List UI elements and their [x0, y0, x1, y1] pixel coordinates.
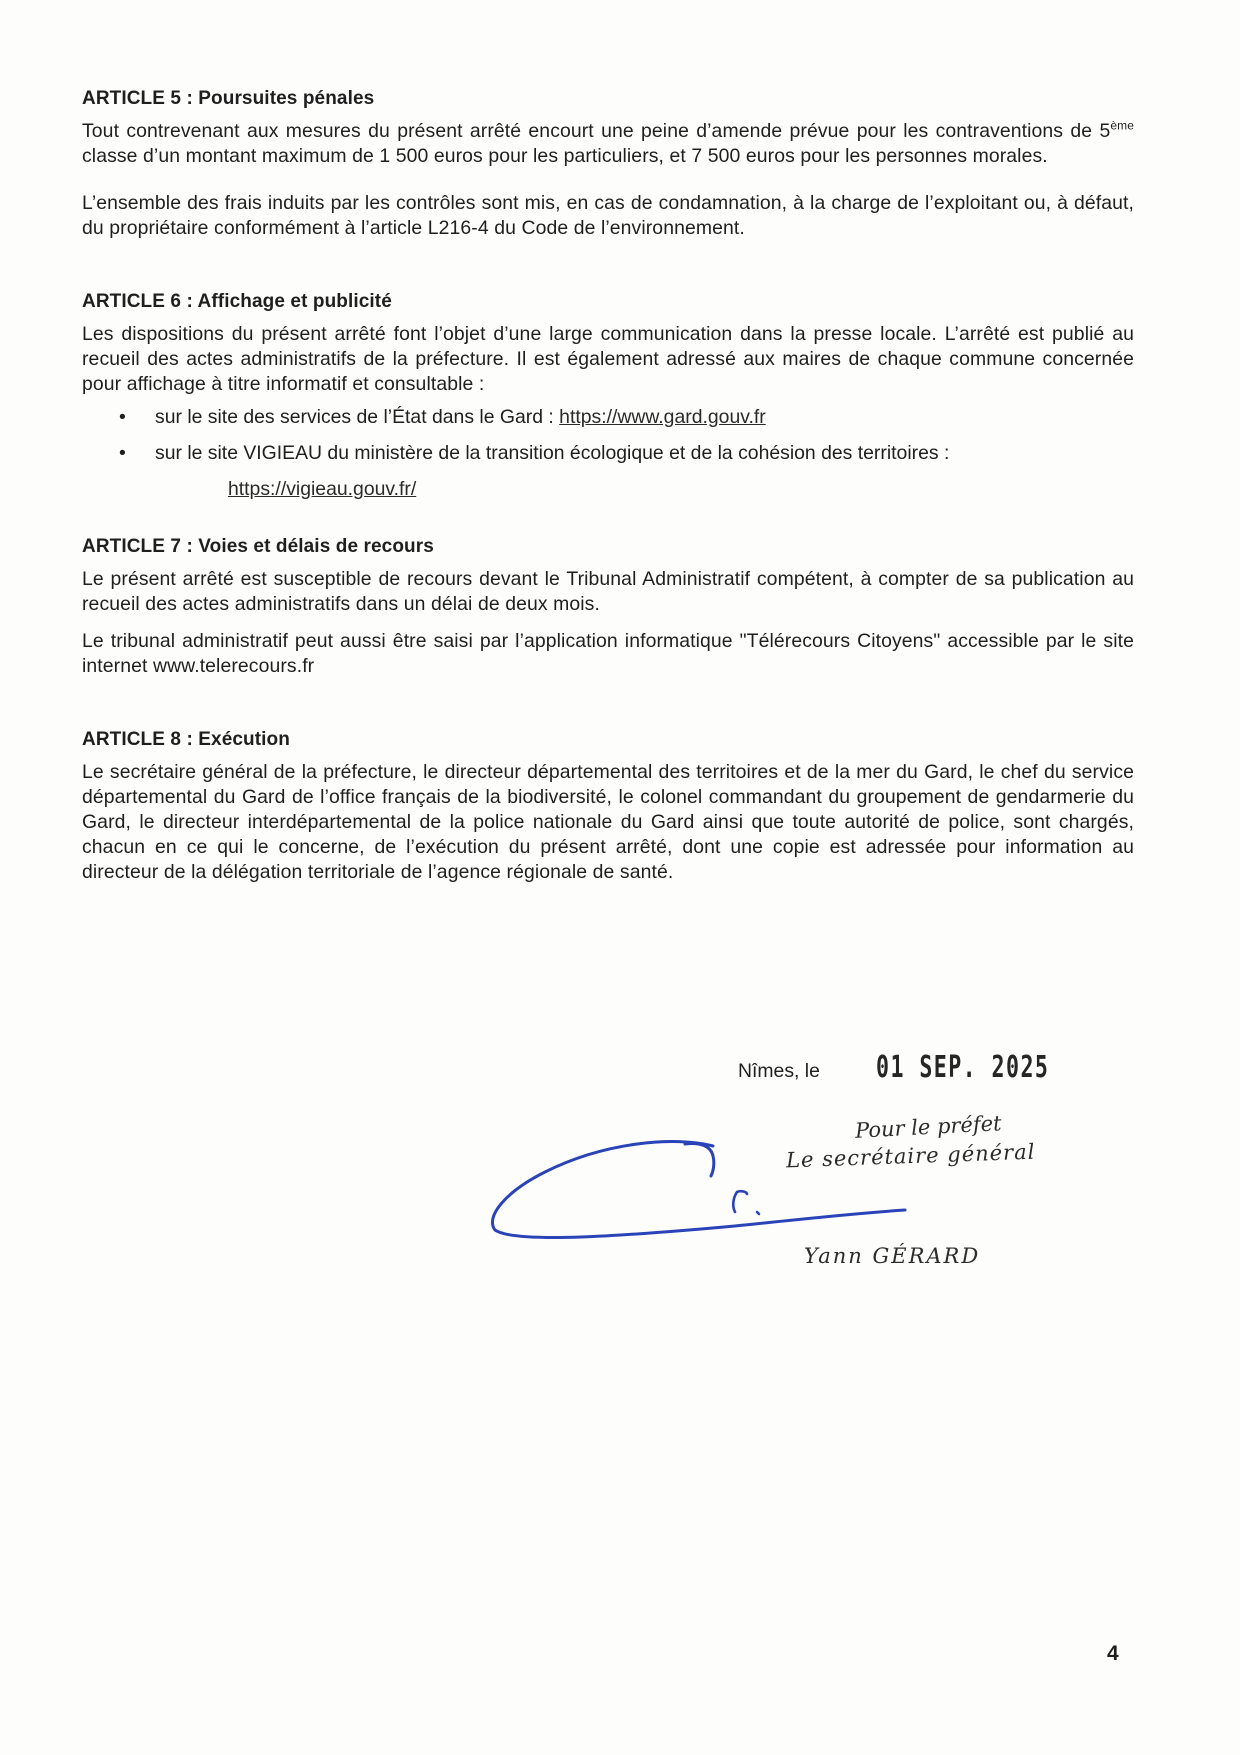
- bullet-1-text: sur le site des services de l’État dans le Gard :: [155, 406, 560, 428]
- article-6-bullet-2: [82, 441, 1134, 466]
- article-5-paragraph-2: L’ensemble des frais induits par les contrôles sont mis, en cas de condamnation, à la charge de l’exploitant ou, à défaut, du propriétaire conformément à l’article L216-4 du Code de l’environnement.: [82, 192, 1134, 239]
- article-5-text-a: Tout contrevenant aux mesures du présent arrêté encourt une peine d’amende prévue pour les contraventions de 5: [82, 120, 1111, 142]
- article-7-paragraph-1: Le présent arrêté est susceptible de recours devant le Tribunal Administratif compétent, à compter de sa publication au recueil des actes administratifs dans un délai de deux mois.: [82, 568, 1134, 615]
- article-8-paragraph-1: Le secrétaire général de la préfecture, le directeur départemental des territoires et de la mer du Gard, le chef du service départemental du Gard de l’office français de la biodiversité, le colonel commandant du groupement de gendarmerie du Gard, le directeur interdépartemental de la police nationale du Gard ainsi que toute autorité de police, sont chargés, chacun en ce qui le concerne, de l’exécution du présent arrêté, dont une copie est adressée pour information au directeur de la délégation territoriale de l’agence régionale de santé.: [82, 761, 1134, 883]
- gard-gouv-link[interactable]: https://www.gard.gouv.fr: [559, 406, 766, 428]
- vigieau-link[interactable]: https://vigieau.gouv.fr/: [228, 478, 417, 500]
- place-and-date-label: Nîmes, le: [738, 1060, 820, 1082]
- handwritten-for-prefect: Pour le préfet: [854, 1111, 1003, 1143]
- article-6-title: ARTICLE 6 : Affichage et publicité: [82, 291, 392, 312]
- article-8: [82, 729, 1134, 885]
- article-8-title: ARTICLE 8 : Exécution: [82, 729, 290, 750]
- bullet-marker: •: [119, 442, 126, 464]
- article-6-bullet-list: [82, 405, 1134, 466]
- article-5-paragraph-1: [82, 119, 1134, 169]
- article-6-bullet-1: [82, 405, 1134, 430]
- handwritten-signature: [485, 1132, 915, 1252]
- article-5: [82, 88, 1134, 241]
- date-stamp: 01 SEP. 2025: [876, 1050, 1050, 1085]
- article-6: [82, 291, 1134, 502]
- bullet-2-text: sur le site VIGIEAU du ministère de la transition écologique et de la cohésion des territoires :: [155, 442, 950, 464]
- handwritten-secretary-general: Le secrétaire général: [785, 1139, 1036, 1173]
- article-7-paragraph-2: Le tribunal administratif peut aussi être saisi par l’application informatique "Télérecours Citoyens" accessible par le site internet www.telerecours.fr: [82, 630, 1134, 677]
- bullet-marker: •: [119, 406, 126, 428]
- article-7: [82, 536, 1134, 679]
- article-5-text-b: classe d’un montant maximum de 1 500 euros pour les particuliers, et 7 500 euros pour les personnes morales.: [82, 145, 1048, 167]
- page-number: 4: [1107, 1642, 1119, 1665]
- article-5-title: ARTICLE 5 : Poursuites pénales: [82, 88, 375, 109]
- signer-name: Yann GÉRARD: [804, 1244, 981, 1268]
- article-7-title: ARTICLE 7 : Voies et délais de recours: [82, 536, 434, 557]
- article-6-paragraph-1: Les dispositions du présent arrêté font l’objet d’une large communication dans la presse locale. L’arrêté est publié au recueil des actes administratifs de la préfecture. Il est également adressé aux maires de chaque commune concernée pour affichage à titre informatif et consultable :: [82, 323, 1134, 395]
- article-5-superscript: ème: [1110, 118, 1134, 133]
- document-body: [82, 88, 1134, 885]
- vigieau-link-line: [82, 477, 1134, 502]
